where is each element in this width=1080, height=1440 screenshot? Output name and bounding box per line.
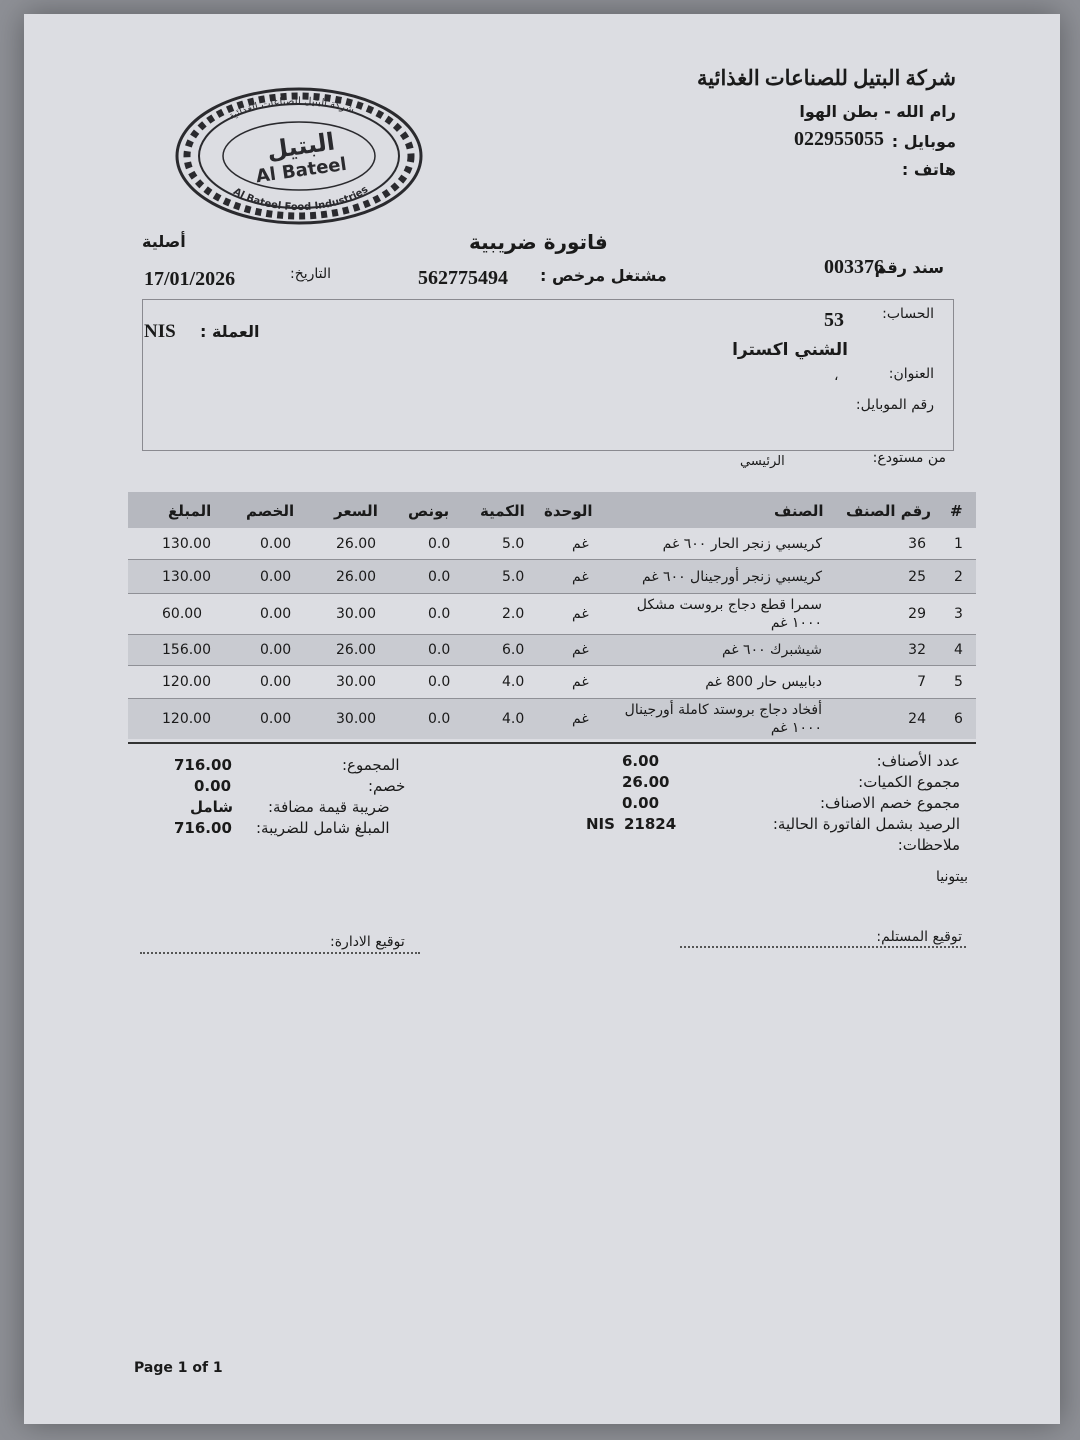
account-label: الحساب: <box>882 306 934 322</box>
row-code: 32 <box>908 642 926 658</box>
row-unit: غم <box>572 606 589 622</box>
vat-value: شامل <box>190 798 234 816</box>
header-code: رقم الصنف <box>846 502 931 520</box>
row-code: 24 <box>908 711 926 727</box>
row-price: 30.00 <box>336 606 377 622</box>
balance-currency: NIS <box>586 815 615 833</box>
row-unit: غم <box>572 535 589 552</box>
row-index: 1 <box>954 535 963 552</box>
row-item: دبابيس حار 800 غم <box>705 674 822 690</box>
invoice-original: أصلية <box>142 232 186 251</box>
row-index: 3 <box>954 606 963 622</box>
row-bonus: 0.0 <box>428 642 451 658</box>
licensed-number: 562775494 <box>418 267 508 289</box>
warehouse-value: الرئيسي <box>740 454 785 469</box>
licensed-label: مشتغل مرخص : <box>540 266 667 285</box>
company-phone-label: هاتف : <box>901 160 956 179</box>
header-amount: المبلغ <box>168 502 212 520</box>
header-unit: الوحدة <box>544 502 593 520</box>
customer-name: الشني اكسترا <box>732 340 848 360</box>
address-label: العنوان: <box>888 366 934 382</box>
row-bonus: 0.0 <box>428 535 451 552</box>
row-price: 26.00 <box>336 535 377 552</box>
header-price: السعر <box>334 502 378 520</box>
row-code: 25 <box>908 568 926 585</box>
items-count-label: عدد الأصناف: <box>876 752 960 770</box>
row-index: 2 <box>954 568 963 585</box>
row-qty: 4.0 <box>502 711 525 727</box>
receiver-signature-line <box>680 946 966 948</box>
discount-value: 0.00 <box>194 777 232 795</box>
row-qty: 6.0 <box>502 642 525 658</box>
discount-label: خصم: <box>368 777 406 795</box>
receiver-signature-label: توقيع المستلم: <box>876 929 962 945</box>
row-amount: 130.00 <box>162 535 211 552</box>
row-price: 26.00 <box>336 642 377 658</box>
invoice-page <box>24 14 1060 1424</box>
currency-label: العملة : <box>200 322 260 341</box>
invoice-title: فاتورة ضريبية <box>469 230 608 254</box>
items-table <box>128 492 976 739</box>
vat-label: ضريبة قيمة مضافة: <box>268 798 390 816</box>
company-name: شركة البتيل للصناعات الغذائية <box>697 66 956 90</box>
row-qty: 4.0 <box>502 674 525 690</box>
table-row <box>128 699 976 739</box>
notes-value: بيتونيا <box>936 869 968 885</box>
row-code: 29 <box>908 606 926 622</box>
items-discount-label: مجموع خصم الاصناف: <box>819 794 960 812</box>
row-bonus: 0.0 <box>428 568 451 585</box>
table-row <box>128 560 976 594</box>
row-unit: غم <box>572 674 589 690</box>
row-qty: 5.0 <box>502 535 525 552</box>
company-mobile: 022955055 <box>794 128 884 150</box>
row-item-line2: ١٠٠٠ غم <box>770 615 822 631</box>
header-index: # <box>950 502 963 520</box>
row-price: 30.00 <box>336 674 377 690</box>
row-bonus: 0.0 <box>428 711 451 727</box>
row-discount: 0.00 <box>260 535 292 552</box>
row-unit: غم <box>572 568 589 585</box>
row-amount: 156.00 <box>162 642 211 658</box>
row-bonus: 0.0 <box>428 606 451 622</box>
notes-label: ملاحظات: <box>897 836 960 854</box>
stamp-ring-top: شركة البتيل للصناعات الغذائية <box>227 95 356 123</box>
row-discount: 0.00 <box>260 711 292 727</box>
warehouse-label: من مستودع: <box>872 450 946 466</box>
row-item: سمرا قطع دجاج بروست مشكل <box>636 597 822 613</box>
header-qty: الكمية <box>480 502 525 520</box>
row-item: كريسبي زنجر الحار ٦٠٠ غم <box>662 535 822 552</box>
row-index: 6 <box>954 711 963 727</box>
management-signature-label: توقيع الادارة: <box>330 934 405 950</box>
qty-total: 26.00 <box>622 773 670 791</box>
row-discount: 0.00 <box>260 642 292 658</box>
row-item: أفخاد دجاج بروستد كاملة أورجينال <box>624 702 822 718</box>
items-count: 6.00 <box>622 752 660 770</box>
row-discount: 0.00 <box>260 568 292 585</box>
table-row <box>128 666 976 699</box>
row-amount: 60.00 <box>162 606 203 622</box>
row-bonus: 0.0 <box>428 674 451 690</box>
doc-number: 003376 <box>824 256 884 278</box>
row-price: 26.00 <box>336 568 377 585</box>
row-unit: غم <box>572 711 589 727</box>
subtotal-label: المجموع: <box>342 756 400 774</box>
stamp-latin-name: Al Bateel <box>254 153 348 188</box>
company-address: رام الله - بطن الهوا <box>799 102 956 121</box>
management-signature-line <box>140 952 420 954</box>
invoice-date: 17/01/2026 <box>144 268 236 290</box>
row-amount: 120.00 <box>162 674 211 690</box>
row-code: 7 <box>917 674 926 690</box>
header-discount: الخصم <box>246 502 295 520</box>
subtotal-value: 716.00 <box>174 756 232 774</box>
table-header <box>128 492 976 528</box>
balance-label: الرصيد بشمل الفاتورة الحالية: <box>772 815 960 833</box>
company-stamp <box>174 86 424 226</box>
qty-total-label: مجموع الكميات: <box>858 773 960 791</box>
company-mobile-label: موبايل : <box>891 132 956 151</box>
row-discount: 0.00 <box>260 606 292 622</box>
row-item-line2: ١٠٠٠ غم <box>770 720 822 736</box>
total-label: المبلغ شامل للضريبة: <box>256 819 390 837</box>
mobile-label: رقم الموبايل: <box>855 397 934 413</box>
total-value: 716.00 <box>174 819 232 837</box>
svg-text:Al Bateel Food Industries <box>231 184 370 213</box>
header-bonus: بونص <box>408 502 450 520</box>
header-item: الصنف <box>774 502 824 520</box>
page-number: Page 1 of 1 <box>134 1360 223 1376</box>
table-row <box>128 635 976 666</box>
row-qty: 2.0 <box>502 606 525 622</box>
row-item: كريسبي زنجر أورجينال ٦٠٠ غم <box>641 568 822 585</box>
customer-address: ، <box>834 368 839 384</box>
account-number: 53 <box>824 309 844 331</box>
table-row <box>128 528 976 560</box>
currency-value: NIS <box>144 321 176 342</box>
stamp-ring-bottom: Al Bateel Food Industries <box>231 184 371 214</box>
items-discount: 0.00 <box>622 794 660 812</box>
row-price: 30.00 <box>336 711 377 727</box>
balance-value: 21824 <box>624 815 677 833</box>
table-row <box>128 594 976 635</box>
stamp-arabic-name: البتيل <box>265 127 337 165</box>
doc-number-label: سند رقم <box>874 258 944 277</box>
row-qty: 5.0 <box>502 568 525 585</box>
row-index: 4 <box>954 642 963 658</box>
date-label: التاريخ: <box>290 266 332 282</box>
row-unit: غم <box>572 642 589 658</box>
row-index: 5 <box>954 674 963 690</box>
row-amount: 130.00 <box>162 568 211 585</box>
table-bottom-rule <box>128 742 976 744</box>
row-item: شيشبرك ٦٠٠ غم <box>721 642 822 658</box>
row-amount: 120.00 <box>162 711 211 727</box>
svg-text:شركة البتيل للصناعات الغذائية <box>227 96 355 122</box>
row-code: 36 <box>908 535 926 552</box>
row-discount: 0.00 <box>260 674 292 690</box>
